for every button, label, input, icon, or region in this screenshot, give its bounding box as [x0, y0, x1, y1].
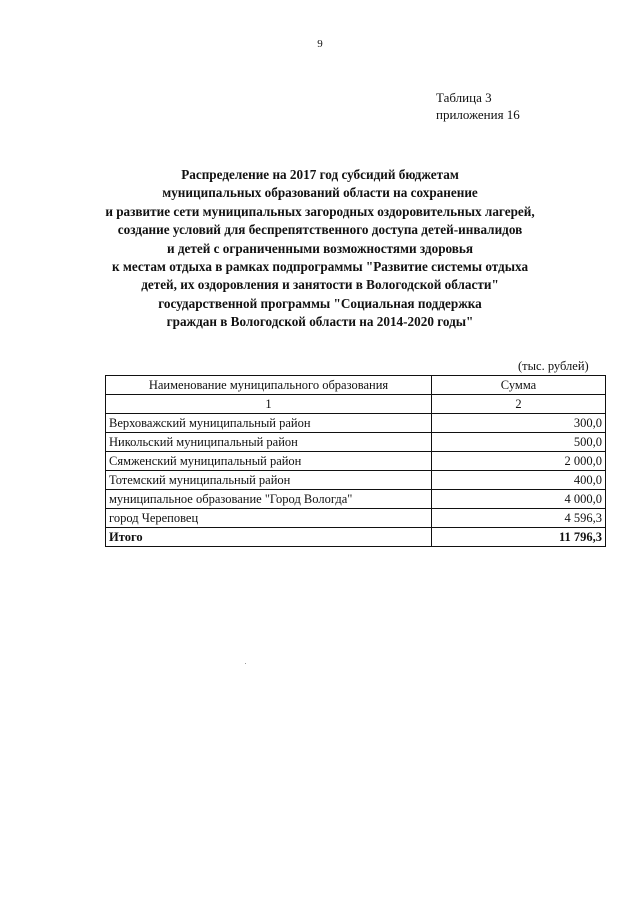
table-row — [106, 433, 606, 452]
title-line: и детей с ограниченными возможностями здоровья — [166, 240, 474, 256]
subsidy-sum: 400,0 — [432, 471, 606, 490]
column-number: 2 — [432, 395, 606, 414]
municipality-name: Верховажский муниципальный район — [106, 414, 432, 433]
table-row — [106, 471, 606, 490]
total-label: Итого — [106, 528, 432, 547]
scan-speck — [245, 663, 246, 664]
column-number-row — [106, 395, 606, 414]
title-line: муниципальных образований области на сохранение — [162, 185, 478, 201]
header-sum: Сумма — [432, 376, 606, 395]
table-caption — [436, 89, 520, 123]
subsidy-sum: 4 000,0 — [432, 490, 606, 509]
table-row — [106, 509, 606, 528]
table-row — [106, 414, 606, 433]
total-row — [106, 528, 606, 547]
document-title — [70, 166, 570, 332]
column-number: 1 — [106, 395, 432, 414]
table-row — [106, 452, 606, 471]
subsidy-sum: 500,0 — [432, 433, 606, 452]
municipality-name: муниципальное образование "Город Вологда" — [106, 490, 432, 509]
caption-appendix: приложения 16 — [436, 107, 520, 122]
page-number: 9 — [317, 38, 323, 50]
title-line: к местам отдыха в рамках подпрограммы "Развитие системы отдыха — [111, 259, 529, 275]
title-line: и развитие сети муниципальных загородных оздоровительных лагерей, — [105, 203, 535, 219]
subsidy-sum: 4 596,3 — [432, 509, 606, 528]
title-line: граждан в Вологодской области на 2014-2020 годы" — [166, 314, 474, 330]
title-line: детей, их оздоровления и занятости в Вологодской области" — [141, 277, 499, 293]
table-header-row — [106, 376, 606, 395]
municipality-name: Тотемский муниципальный район — [106, 471, 432, 490]
municipality-name: город Череповец — [106, 509, 432, 528]
subsidy-sum: 2 000,0 — [432, 452, 606, 471]
units-label: (тыс. рублей) — [518, 359, 589, 373]
subsidy-table — [105, 375, 606, 547]
caption-table-number: Таблица 3 — [436, 90, 492, 105]
title-line: государственной программы "Социальная поддержка — [158, 295, 482, 311]
total-sum: 11 796,3 — [432, 528, 606, 547]
municipality-name: Никольский муниципальный район — [106, 433, 432, 452]
municipality-name: Сямженский муниципальный район — [106, 452, 432, 471]
title-line: создание условий для беспрепятственного доступа детей-инвалидов — [117, 222, 523, 238]
header-name: Наименование муниципального образования — [106, 376, 432, 395]
title-line: Распределение на 2017 год субсидий бюджетам — [181, 167, 459, 182]
subsidy-sum: 300,0 — [432, 414, 606, 433]
table-row — [106, 490, 606, 509]
